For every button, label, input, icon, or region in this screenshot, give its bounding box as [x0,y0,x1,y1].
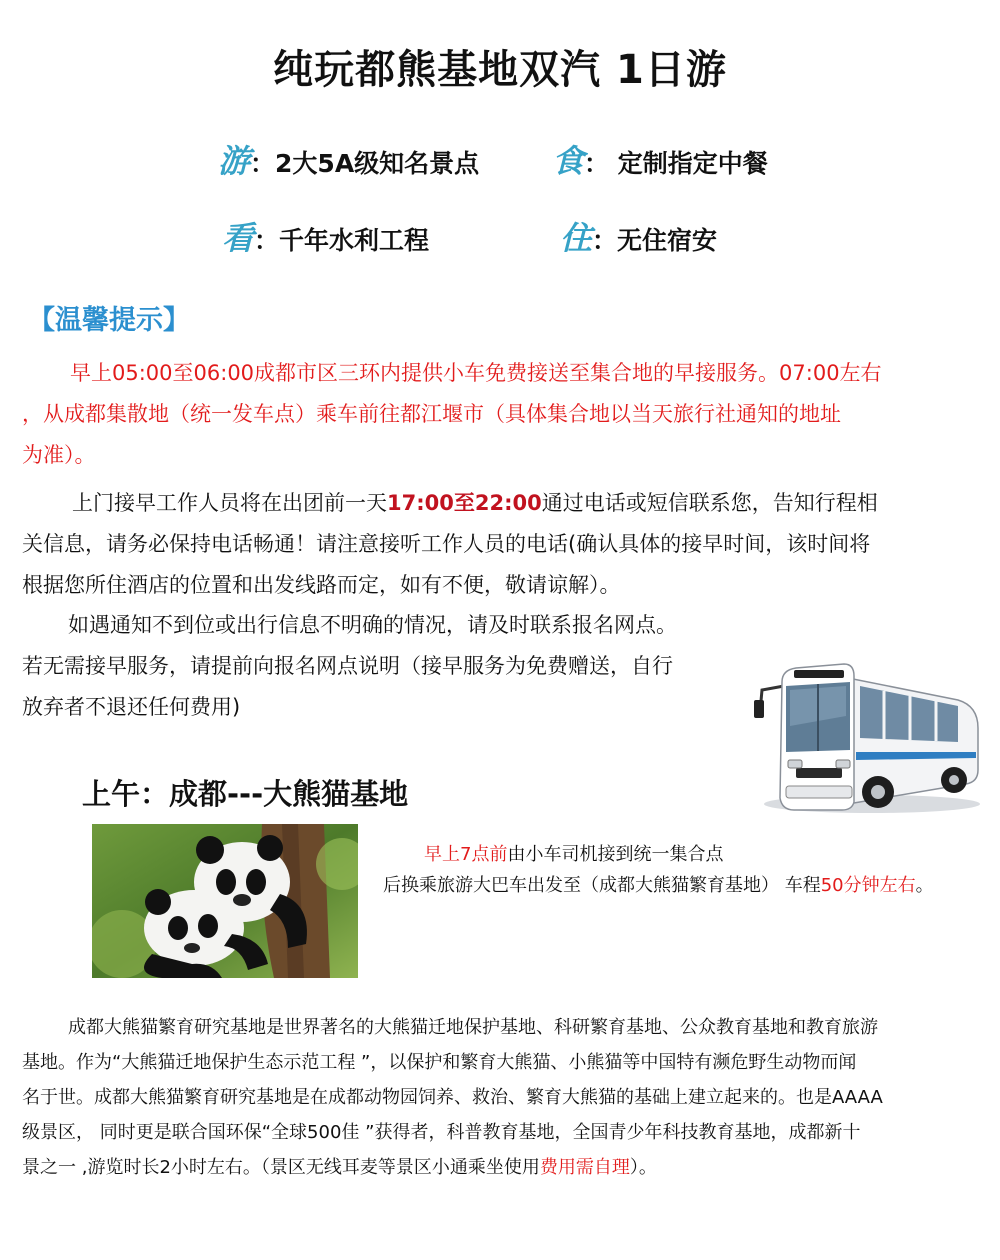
desc-line-4: 级景区， 同时更是联合国环保“全球500佳 ”获得者，科普教育基地，全国青少年科技教育基地，成都新十 [22,1122,861,1143]
notice-paragraph-2 [22,483,982,606]
notice-paragraph-3: 如遇通知不到位或出行信息不明确的情况，请及时联系报名网点。 [68,613,677,637]
pickup-line-1 [424,840,723,870]
notice-paragraph-1 [22,353,982,476]
highlight-shi-text: 定制指定中餐 [609,149,768,178]
pickup-text-1: 由小车司机接到统一集合点 [507,844,724,865]
notice-p4-line1: 若无需接早服务，请提前向报名网点说明（接早服务为免费赠送，自行 [22,654,673,678]
page-title: 纯玩都熊基地双汽 1日游 [273,47,727,93]
notice-paragraph-4 [22,646,762,728]
panda-icon [92,824,358,978]
notice-p4-line2: 放弃者不退还任何费用) [22,695,241,719]
notice-p2-line1 [22,483,982,524]
desc-line-2: 基地。作为“大熊猫迁地保护生态示范工程 ”，以保护和繁育大熊猫、小熊猫等中国特有濒危野生动物而闻 [22,1052,857,1073]
highlight-zhu-text: 无住宿安 [617,226,718,255]
notice-p2-line3: 根据您所住酒店的位置和出发线路而定，如有不便，敬请谅解）。 [22,573,621,597]
notice-p2-line2: 关信息，请务必保持电话畅通！请注意接听工作人员的电话(确认具体的接早时间，该时间将 [22,532,871,556]
notice-p2-b: 通过电话或短信联系您，告知行程相 [541,491,878,515]
pickup-red-1: 早上7点前 [424,844,508,865]
highlight-you-text: 2大5A级知名景点 [275,149,480,178]
desc-line-5a: 景之一 ,游览时长2小时左右。（景区无线耳麦等景区小通乘坐使用 [22,1157,540,1178]
pickup-text-2: 后换乘旅游大巴车出发至（成都大熊猫繁育基地） 车程 [383,875,821,896]
desc-line-3: 名于世。成都大熊猫繁育研究基地是在成都动物园饲养、救治、繁育大熊猫的基础上建立起来的。也是AAAA [22,1087,883,1108]
desc-line-1: 成都大熊猫繁育研究基地是世界著名的大熊猫迁地保护基地、科研繁育基地、公众教育基地和教育旅游 [68,1017,878,1038]
highlight-kan-text: 千年水利工程 [279,226,430,255]
highlight-zhu-sep: ： [592,226,618,255]
pickup-line-2 [383,871,934,901]
highlight-you-sep: ： [250,149,276,178]
pickup-red-2: 50分钟左右 [820,875,916,896]
notice-p2-a: 上门接早工作人员将在出团前一天 [72,491,387,515]
notice-p1-line2: ，从成都集散地（统一发车点）乘车前往都江堰市（具体集合地以当天旅行社通知的地址 [22,402,841,426]
desc-line-5b: ）。 [629,1157,657,1178]
bus-image [752,656,984,816]
morning-heading: 上午：成都---大熊猫基地 [82,777,409,811]
shi-glyph-icon: 食 [552,142,585,180]
desc-line-5-red: 费用需自理 [539,1157,630,1178]
you-glyph-icon: 游 [218,142,251,180]
highlight-shi-sep: ： [584,149,610,178]
notice-p1-line1: 早上05:00至06:00成都市区三环内提供小车免费接送至集合地的早接服务。07:00左右 [70,361,882,385]
notice-p1-line3: 为准）。 [22,443,96,467]
highlight-shi [552,136,768,182]
highlight-zhu [560,213,717,259]
highlight-you [218,136,479,182]
highlight-kan [222,213,429,259]
notice-heading: 【温馨提示】 [28,305,190,336]
panda-base-description [22,1010,982,1185]
kan-glyph-icon: 看 [222,219,255,257]
bus-icon [752,656,984,816]
panda-photo [92,824,358,978]
zhu-glyph-icon: 住 [560,219,593,257]
notice-p2-time: 17:00至22:00 [387,491,542,515]
pickup-end: 。 [915,875,934,896]
desc-line-5 [22,1150,982,1185]
highlight-kan-sep: ： [254,226,280,255]
